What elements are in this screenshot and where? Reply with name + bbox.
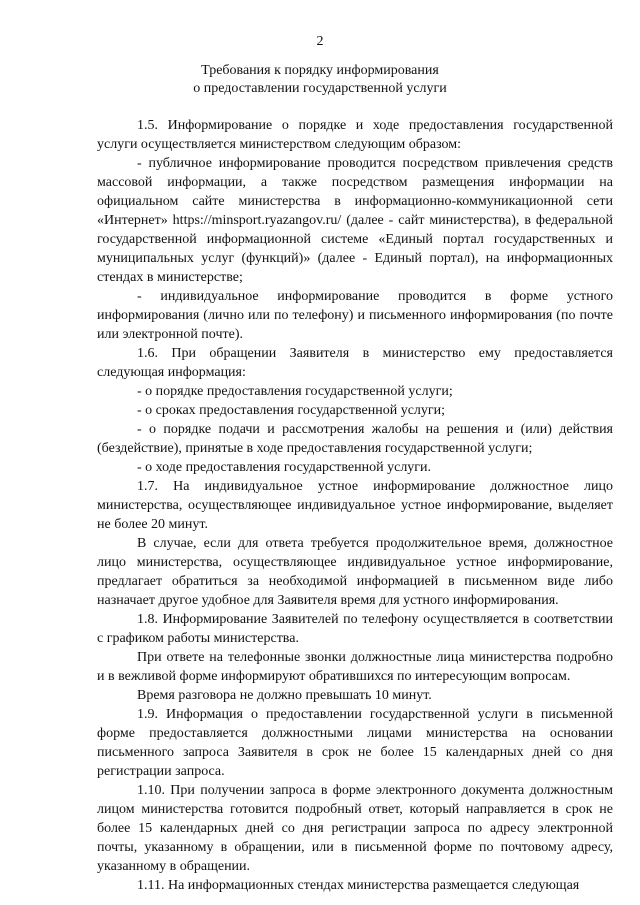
page-number: 2	[316, 34, 324, 49]
paragraph-1-7-extended: В случае, если для ответа требуется продолжительное время, должностное лицо министерства, осуществляющее индивидуальное устное информирование, предлагает обратиться за необходимой информацией в письменном виде либо назначает другое удобное для Заявителя время для устного информирования.	[97, 536, 613, 608]
paragraph-1-7: 1.7. На индивидуальное устное информирование должностное лицо министерства, осуществляющее индивидуальное устное информирование, выделяет не более 20 минут.	[97, 479, 613, 532]
paragraph-1-11: 1.11. На информационных стендах министерства размещается следующая	[137, 878, 580, 893]
bullet-public-informing: - публичное информирование проводится посредством привлечения средств массовой информации, а также посредством размещения информации на официальном сайте министерства в информационно-коммуникационной сети «Интернет» https://minsport.ryazangov.ru/ (далее - сайт министерства), в федеральной государственной информационной системе «Единый портал государственных и муниципальных услуг (функций)» (далее - Единый портал), на информационных стендах в министерстве;	[97, 156, 613, 285]
bullet-complaints: - о порядке подачи и рассмотрения жалобы на решения и (или) действия (бездействие), принятые в ходе предоставления государственной услуги;	[97, 422, 613, 456]
bullet-procedure: - о порядке предоставления государственной услуги;	[137, 384, 453, 399]
paragraph-call-duration: Время разговора не должно превышать 10 минут.	[137, 688, 432, 703]
paragraph-1-5: 1.5. Информирование о порядке и ходе предоставления государственной услуги осуществляется министерством следующим образом:	[97, 118, 613, 152]
bullet-deadlines: - о сроках предоставления государственной услуги;	[137, 403, 446, 418]
heading-line-1: Требования к порядку информирования	[201, 63, 439, 78]
paragraph-1-10: 1.10. При получении запроса в форме электронного документа должностным лицом министерства готовится подробный ответ, который направляется в срок не более 15 календарных дней со дня регистрации запроса по адресу электронной почты, указанному в обращении, или в письменной форме по почтовому адресу, указанному в обращении.	[97, 783, 613, 874]
bullet-individual-informing: - индивидуальное информирование проводится в форме устного информирования (лично или по телефону) и письменного информирования (по почте или электронной почте).	[97, 289, 613, 342]
paragraph-1-6: 1.6. При обращении Заявителя в министерство ему предоставляется следующая информация:	[97, 346, 613, 380]
paragraph-1-9: 1.9. Информация о предоставлении государственной услуги в письменной форме предоставляется должностными лицами министерства на основании письменного запроса Заявителя в срок не более 15 календарных дней со дня регистрации запроса.	[97, 707, 613, 779]
bullet-progress: - о ходе предоставления государственной услуги.	[137, 460, 432, 475]
paragraph-phone-answers: При ответе на телефонные звонки должностные лица министерства подробно и в вежливой форме информируют обратившихся по интересующим вопросам.	[97, 650, 613, 684]
heading-line-2: о предоставлении государственной услуги	[193, 81, 447, 96]
paragraph-1-8: 1.8. Информирование Заявителей по телефону осуществляется в соответствии с графиком работы министерства.	[97, 612, 613, 646]
section-heading	[0, 62, 640, 98]
document-body	[97, 116, 613, 895]
